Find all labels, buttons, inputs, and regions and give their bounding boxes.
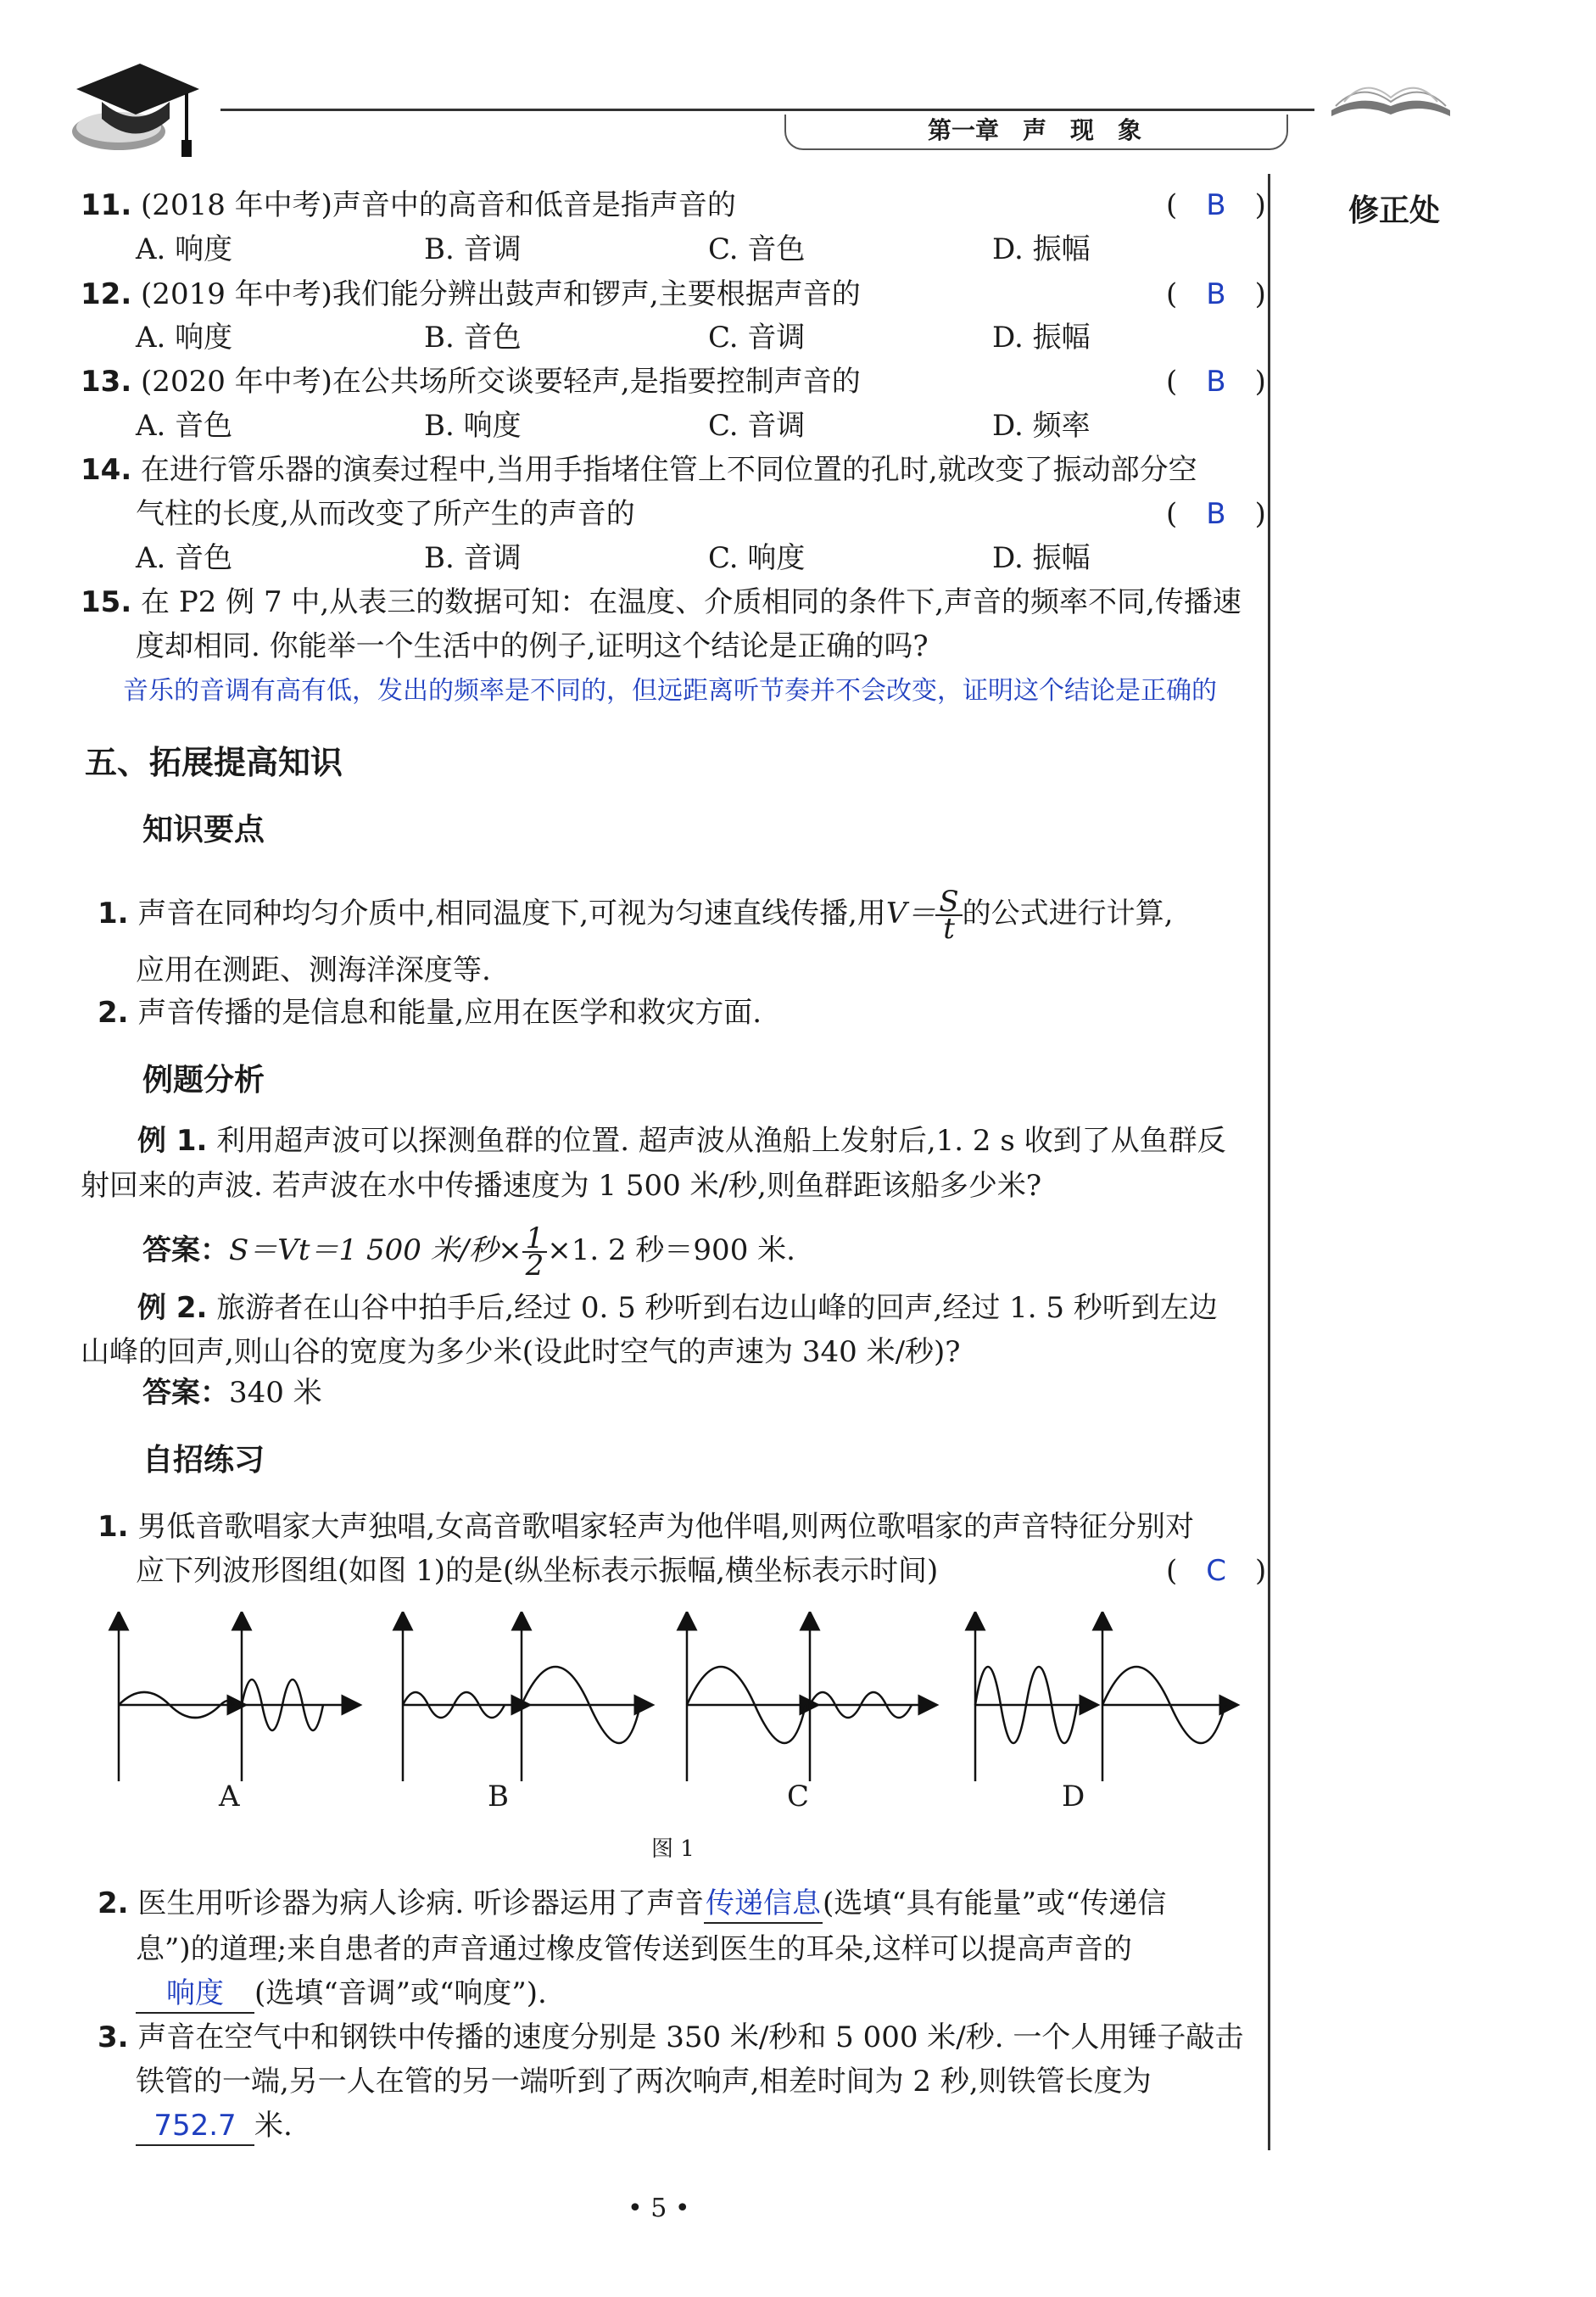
sidebar-title: 修正处: [1348, 193, 1441, 228]
waveform-figure: [102, 1612, 1247, 1798]
wave-label-c: C: [787, 1780, 810, 1814]
answer-14: ( B ): [1166, 497, 1266, 531]
q14-option-d: D. 振幅: [992, 541, 1091, 575]
answer-12: ( B ): [1166, 277, 1266, 311]
blank-transmit-info[interactable]: 传递信息: [704, 1885, 823, 1924]
q13-option-c: C. 音调: [708, 409, 806, 443]
q13-option-d: D. 频率: [992, 409, 1091, 443]
q13-option-a: A. 音色: [136, 409, 233, 443]
header-rule: [220, 109, 1314, 111]
q11-option-c: C. 音色: [708, 232, 806, 266]
wave-group-a: [119, 1620, 352, 1781]
page-number: • 5 •: [628, 2194, 690, 2223]
question-14: 14. 在进行管乐器的演奏过程中,当用手指堵住管上不同位置的孔时,就改变了振动部分空: [81, 453, 1197, 487]
q11-option-d: D. 振幅: [992, 232, 1091, 266]
wave-label-a: A: [219, 1780, 240, 1814]
answer-practice-1: ( C ): [1166, 1554, 1267, 1588]
practice-2-cont: 息”)的道理;来自患者的声音通过橡皮管传送到医生的耳朵,这样可以提高声音的: [136, 1932, 1132, 1966]
example-2-cont: 山峰的回声,则山谷的宽度为多少米(设此时空气的声速为 340 米/秒)?: [81, 1335, 961, 1369]
question-15-cont: 度却相同. 你能举一个生活中的例子,证明这个结论是正确的吗?: [136, 629, 929, 663]
blank-loudness[interactable]: 响度: [136, 1975, 254, 2014]
knowledge-title: 知识要点: [142, 813, 265, 847]
q13-option-b: B. 响度: [424, 409, 522, 443]
q12-option-c: C. 音调: [708, 321, 806, 355]
section-title: 五、拓展提高知识: [85, 744, 343, 781]
formula-fraction: $\frac{S}{t}$: [935, 889, 962, 942]
knowledge-item-2: 2. 声音传播的是信息和能量,应用在医学和救灾方面.: [98, 996, 762, 1030]
question-14-cont: 气柱的长度,从而改变了所产生的声音的: [136, 497, 635, 531]
q11-option-b: B. 音调: [424, 232, 522, 266]
figure-caption: 图 1: [651, 1836, 695, 1862]
example-1-answer: 答案：S＝Vt＝1 500 米/秒× $\frac{1}{2}$ ×1. 2 秒＝900 米.: [142, 1221, 795, 1283]
knowledge-item-1: 1. 声音在同种均匀介质中,相同温度下,可视为匀速直线传播,用V＝ $\frac{S}{t}$ 的公式进行计算,: [98, 885, 1174, 946]
example-1-cont: 射回来的声波. 若声波在水中传播速度为 1 500 米/秒,则鱼群距该船多少米?: [81, 1169, 1042, 1203]
practice-3-cont: 铁管的一端,另一人在管的另一端听到了两次响声,相差时间为 2 秒,则铁管长度为: [136, 2065, 1152, 2099]
practice-2-cont2: 响度 (选填“音调”或“响度”).: [136, 1975, 547, 2014]
practice-1: 1. 男低音歌唱家大声独唱,女高音歌唱家轻声为他伴唱,则两位歌唱家的声音特征分别对: [98, 1510, 1195, 1544]
blank-pipe-length[interactable]: 752.7: [136, 2107, 254, 2146]
question-11: 11. (2018 年中考)声音中的高音和低音是指声音的: [81, 188, 736, 222]
example-title: 例题分析: [142, 1063, 265, 1098]
question-12: 12. (2019 年中考)我们能分辨出鼓声和锣声,主要根据声音的: [81, 277, 861, 311]
handwritten-answer-15: 音乐的音调有高有低，发出的频率是不同的，但远距离听节奏并不会改变，证明这个结论是正确的: [123, 676, 1217, 706]
example-1: 例 1. 利用超声波可以探测鱼群的位置. 超声波从渔船上发射后,1. 2 s 收到了从鱼群反: [137, 1124, 1226, 1158]
q12-option-d: D. 振幅: [992, 321, 1091, 355]
q11-option-a: A. 响度: [136, 232, 233, 266]
example-2: 例 2. 旅游者在山谷中拍手后,经过 0. 5 秒听到右边山峰的回声,经过 1. 5 秒听到左边: [137, 1291, 1218, 1325]
q14-option-b: B. 音调: [424, 541, 522, 575]
answer-11: ( B ): [1166, 188, 1266, 222]
wave-group-b: [403, 1620, 645, 1781]
practice-1-cont: 应下列波形图组(如图 1)的是(纵坐标表示振幅,横坐标表示时间): [136, 1554, 939, 1588]
example-2-answer: 答案：340 米: [142, 1376, 322, 1410]
chapter-title: 第一章 声 现 象: [927, 116, 1141, 144]
open-book-icon: [1327, 64, 1454, 123]
answer-fraction: $\frac{1}{2}$: [522, 1226, 548, 1278]
question-15: 15. 在 P2 例 7 中,从表三的数据可知：在温度、介质相同的条件下,声音的频率不同,传播速: [81, 585, 1242, 619]
knowledge-item-1-cont: 应用在测距、测海洋深度等.: [136, 953, 491, 987]
graduation-cap-icon: [59, 51, 204, 161]
margin-divider: [1268, 174, 1270, 2150]
q14-option-a: A. 音色: [136, 541, 233, 575]
q12-option-a: A. 响度: [136, 321, 233, 355]
answer-13: ( B ): [1166, 365, 1266, 399]
q14-option-c: C. 响度: [708, 541, 806, 575]
practice-title: 自招练习: [142, 1443, 265, 1478]
practice-2: 2. 医生用听诊器为病人诊病. 听诊器运用了声音传递信息(选填“具有能量”或“传递信: [98, 1885, 1166, 1924]
practice-3-cont2: 752.7 米.: [136, 2107, 293, 2146]
wave-group-d: [975, 1620, 1230, 1781]
wave-label-b: B: [488, 1780, 509, 1814]
question-13: 13. (2020 年中考)在公共场所交谈要轻声,是指要控制声音的: [81, 365, 861, 399]
practice-3: 3. 声音在空气中和钢铁中传播的速度分别是 350 米/秒和 5 000 米/秒. 一个人用锤子敲击: [98, 2020, 1244, 2054]
q12-option-b: B. 音色: [424, 321, 522, 355]
wave-label-d: D: [1062, 1780, 1085, 1814]
wave-group-c: [687, 1620, 929, 1781]
